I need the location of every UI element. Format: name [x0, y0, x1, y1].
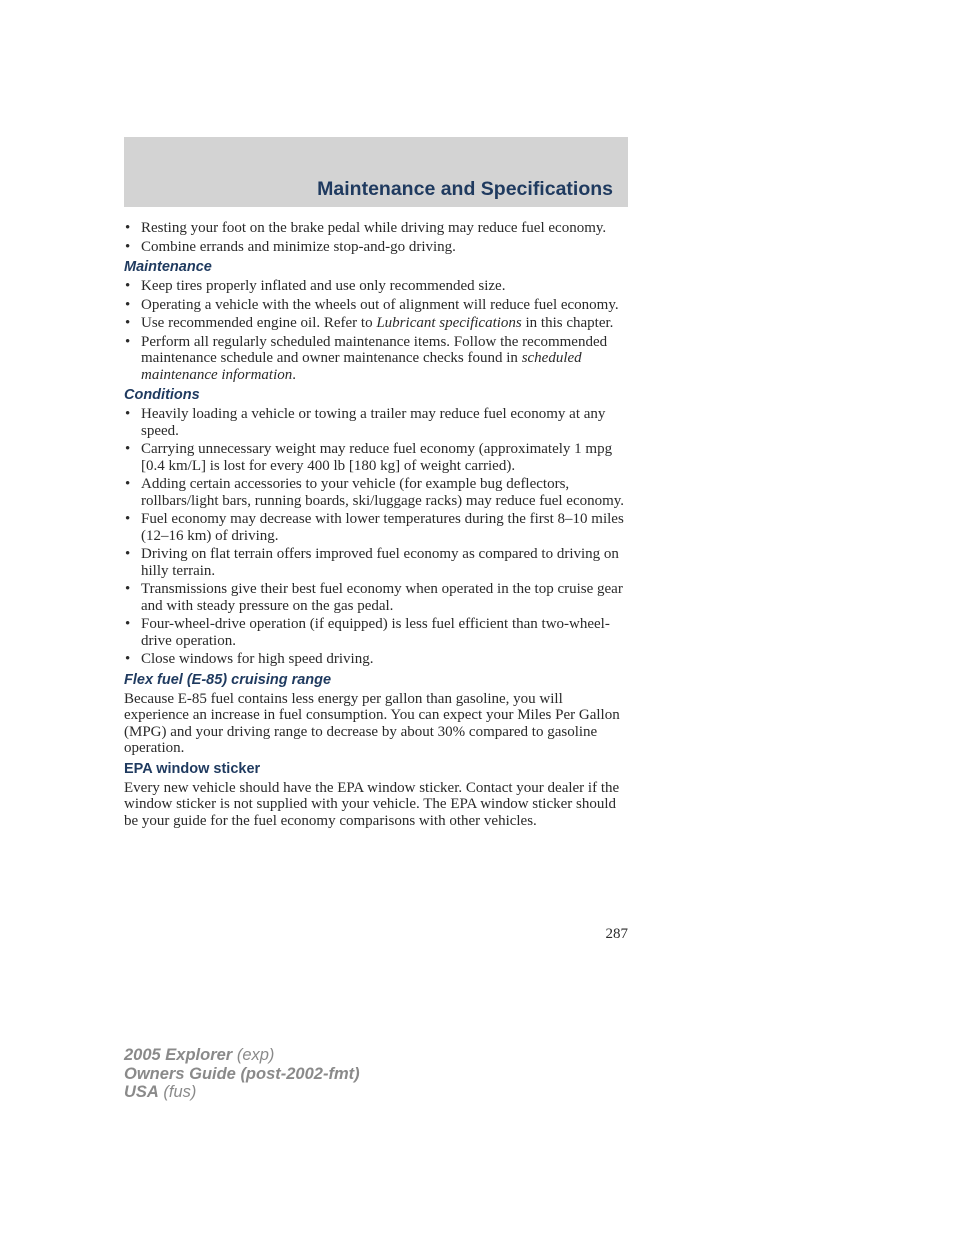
text-run: Perform all regularly scheduled maintenance items. Follow the recommended maintenance schedule and owner maintenance checks found in [141, 333, 608, 366]
epa-paragraph: Every new vehicle should have the EPA window sticker. Contact your dealer if the window sticker is not supplied with your vehicle. The EPA window sticker should be your guide for the fuel economy comparisons with other vehicles. [124, 779, 620, 829]
list-item: • Transmissions give their best fuel economy when operated in the top cruise gear and with steady pressure on the gas pedal. [124, 581, 630, 614]
epa-heading: EPA window sticker [124, 760, 261, 777]
list-item: • Resting your foot on the brake pedal while driving may reduce fuel economy. [124, 220, 630, 237]
document-footer [124, 1046, 360, 1102]
intro-bullet-list [124, 220, 630, 255]
list-item: • Fuel economy may decrease with lower temperatures during the first 8–10 miles (12–16 km) of driving. [124, 511, 630, 544]
page-number: 287 [605, 926, 628, 942]
flex-fuel-paragraph: Because E-85 fuel contains less energy per gallon than gasoline, you will experience an increase in fuel consumption. You can expect your Miles Per Gallon (MPG) and your driving range to decrease by about 30% compared to gasoline operation. [124, 690, 620, 756]
list-item: • Operating a vehicle with the wheels out of alignment will reduce fuel economy. [124, 297, 630, 314]
footer-line-market [124, 1083, 360, 1102]
list-item [124, 334, 630, 384]
flex-fuel-heading: Flex fuel (E-85) cruising range [124, 671, 332, 688]
lubricant-specs-reference: Lubricant specifications [376, 315, 522, 331]
maintenance-bullet-list [124, 278, 630, 383]
list-item: • Keep tires properly inflated and use only recommended size. [124, 278, 630, 295]
footer-model: 2005 Explorer [124, 1046, 233, 1064]
text-run: . [292, 366, 296, 383]
list-item: • Adding certain accessories to your vehicle (for example bug deflectors, rollbars/light bars, running boards, ski/luggage racks) may reduce fuel economy. [124, 476, 630, 509]
text-run: Use recommended engine oil. Refer to [141, 315, 377, 331]
footer-line-guide [124, 1065, 360, 1084]
page-content [124, 220, 630, 831]
maintenance-heading: Maintenance [124, 259, 212, 275]
text-run: in this chapter. [521, 315, 614, 331]
footer-market-code: (fus) [158, 1083, 197, 1101]
section-title: Maintenance and Specifications [317, 178, 613, 200]
scheduled-maintenance-reference: scheduled maintenance information [141, 350, 582, 383]
list-item: • Combine errands and minimize stop-and-go driving. [124, 239, 630, 256]
list-item: • Heavily loading a vehicle or towing a trailer may reduce fuel economy at any speed. [124, 406, 630, 439]
footer-guide: Owners Guide (post-2002-fmt) [124, 1064, 360, 1083]
footer-market: USA [124, 1083, 159, 1101]
list-item: • Close windows for high speed driving. [124, 651, 630, 668]
conditions-bullet-list [124, 406, 630, 668]
conditions-heading: Conditions [124, 387, 200, 403]
list-item: • Four-wheel-drive operation (if equipped) is less fuel efficient than two-wheel-drive operation. [124, 616, 630, 649]
footer-model-code: (exp) [232, 1046, 275, 1064]
list-item: • Driving on flat terrain offers improved fuel economy as compared to driving on hilly terrain. [124, 546, 630, 579]
list-item: • Carrying unnecessary weight may reduce fuel economy (approximately 1 mpg [0.4 km/L] is lost for every 400 lb [180 kg] of weight carried). [124, 441, 630, 474]
list-item [124, 315, 630, 332]
section-header-band [124, 137, 628, 207]
footer-line-model [124, 1046, 360, 1065]
